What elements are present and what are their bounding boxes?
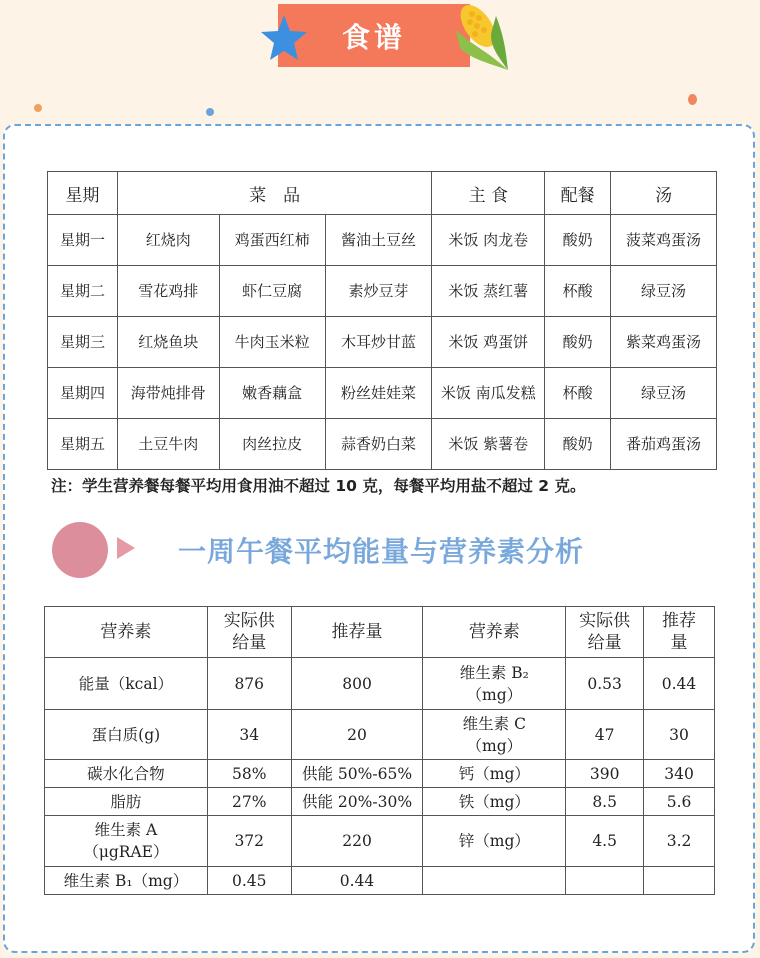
menu-cell: 嫩香藕盒 — [219, 368, 325, 419]
menu-cell: 酸奶 — [545, 419, 611, 470]
section-title: 一周午餐平均能量与营养素分析 — [178, 535, 585, 568]
menu-cell: 肉丝拉皮 — [219, 419, 325, 470]
actual-value: 34 — [207, 710, 291, 760]
menu-cell: 牛肉玉米粒 — [219, 317, 325, 368]
menu-cell: 蒜香奶白菜 — [325, 419, 432, 470]
menu-cell: 海带炖排骨 — [117, 368, 219, 419]
menu-cell: 星期五 — [48, 419, 118, 470]
recommended-value: 800 — [291, 658, 423, 710]
corn-icon — [448, 0, 514, 74]
menu-cell: 雪花鸡排 — [117, 266, 219, 317]
nutrition-header: 推荐量 — [644, 607, 715, 658]
nutrient-name: 维生素 B₂（mg） — [423, 658, 566, 710]
menu-header-side: 配餐 — [545, 172, 611, 215]
menu-header-dishes: 菜 品 — [117, 172, 431, 215]
nutrition-row — [45, 710, 715, 760]
actual-value: 876 — [207, 658, 291, 710]
menu-cell: 酱油土豆丝 — [325, 215, 432, 266]
page-title: 食谱 — [341, 20, 406, 54]
menu-cell: 红烧肉 — [117, 215, 219, 266]
recommended-value: 3.2 — [644, 816, 715, 867]
menu-header-row — [48, 172, 717, 215]
nutrition-header-row — [45, 607, 715, 658]
menu-cell: 米饭 南瓜发糕 — [432, 368, 545, 419]
menu-cell: 粉丝娃娃菜 — [325, 368, 432, 419]
actual-value: 372 — [207, 816, 291, 867]
actual-value: 47 — [566, 710, 644, 760]
menu-cell: 鸡蛋西红柿 — [219, 215, 325, 266]
menu-note: 注：学生营养餐每餐平均用食用油不超过 10 克，每餐平均用盐不超过 2 克。 — [51, 477, 586, 495]
decor-dot — [206, 108, 214, 116]
recommended-value: 供能 50%-65% — [291, 760, 423, 788]
section-circle — [52, 522, 108, 578]
nutrient-name: 维生素 A（μgRAE） — [45, 816, 208, 867]
actual-value: 58% — [207, 760, 291, 788]
menu-cell: 绿豆汤 — [611, 266, 717, 317]
section-arrow-icon — [117, 537, 135, 559]
actual-value — [566, 867, 644, 895]
nutrition-row — [45, 658, 715, 710]
nutrient-name: 蛋白质(g) — [45, 710, 208, 760]
actual-value: 27% — [207, 788, 291, 816]
menu-header-soup: 汤 — [611, 172, 717, 215]
nutrition-row — [45, 816, 715, 867]
menu-cell: 米饭 蒸红薯 — [432, 266, 545, 317]
recommended-value: 30 — [644, 710, 715, 760]
actual-value: 4.5 — [566, 816, 644, 867]
menu-cell: 虾仁豆腐 — [219, 266, 325, 317]
nutrition-row — [45, 760, 715, 788]
nutrition-header: 实际供给量 — [566, 607, 644, 658]
menu-cell: 菠菜鸡蛋汤 — [611, 215, 717, 266]
nutrition-header: 营养素 — [423, 607, 566, 658]
nutrient-name: 维生素 B₁（mg） — [45, 867, 208, 895]
recommended-value: 供能 20%-30% — [291, 788, 423, 816]
menu-cell: 木耳炒甘蓝 — [325, 317, 432, 368]
menu-cell: 酸奶 — [545, 215, 611, 266]
menu-cell: 番茄鸡蛋汤 — [611, 419, 717, 470]
menu-table — [47, 171, 717, 470]
menu-row — [48, 317, 717, 368]
menu-cell: 酸奶 — [545, 317, 611, 368]
menu-header-weekday: 星期 — [48, 172, 118, 215]
nutrition-header: 推荐量 — [291, 607, 423, 658]
nutrient-name: 铁（mg） — [423, 788, 566, 816]
nutrient-name: 脂肪 — [45, 788, 208, 816]
nutrient-name — [423, 867, 566, 895]
decor-dot — [34, 104, 42, 112]
menu-cell: 素炒豆芽 — [325, 266, 432, 317]
menu-cell: 杯酸 — [545, 368, 611, 419]
menu-cell: 红烧鱼块 — [117, 317, 219, 368]
recommended-value: 20 — [291, 710, 423, 760]
actual-value: 0.53 — [566, 658, 644, 710]
menu-cell: 星期一 — [48, 215, 118, 266]
menu-row — [48, 419, 717, 470]
nutrient-name: 维生素 C（mg） — [423, 710, 566, 760]
actual-value: 0.45 — [207, 867, 291, 895]
recommended-value: 0.44 — [291, 867, 423, 895]
nutrition-header: 营养素 — [45, 607, 208, 658]
menu-row — [48, 368, 717, 419]
recommended-value: 340 — [644, 760, 715, 788]
menu-cell: 星期四 — [48, 368, 118, 419]
recommended-value — [644, 867, 715, 895]
nutrient-name: 碳水化合物 — [45, 760, 208, 788]
menu-cell: 绿豆汤 — [611, 368, 717, 419]
recommended-value: 220 — [291, 816, 423, 867]
menu-row — [48, 215, 717, 266]
nutrient-name: 锌（mg） — [423, 816, 566, 867]
menu-header-staple: 主 食 — [432, 172, 545, 215]
nutrient-name: 钙（mg） — [423, 760, 566, 788]
nutrition-table — [44, 606, 715, 895]
actual-value: 390 — [566, 760, 644, 788]
menu-row — [48, 266, 717, 317]
menu-cell: 星期三 — [48, 317, 118, 368]
menu-cell: 土豆牛肉 — [117, 419, 219, 470]
menu-cell: 杯酸 — [545, 266, 611, 317]
nutrient-name: 能量（kcal） — [45, 658, 208, 710]
menu-cell: 星期二 — [48, 266, 118, 317]
recommended-value: 5.6 — [644, 788, 715, 816]
menu-cell: 米饭 紫薯卷 — [432, 419, 545, 470]
decor-dot — [688, 94, 697, 105]
nutrition-header: 实际供给量 — [207, 607, 291, 658]
nutrition-row — [45, 788, 715, 816]
actual-value: 8.5 — [566, 788, 644, 816]
star-icon — [258, 12, 310, 64]
menu-cell: 米饭 鸡蛋饼 — [432, 317, 545, 368]
menu-cell: 紫菜鸡蛋汤 — [611, 317, 717, 368]
menu-cell: 米饭 肉龙卷 — [432, 215, 545, 266]
recommended-value: 0.44 — [644, 658, 715, 710]
nutrition-row — [45, 867, 715, 895]
